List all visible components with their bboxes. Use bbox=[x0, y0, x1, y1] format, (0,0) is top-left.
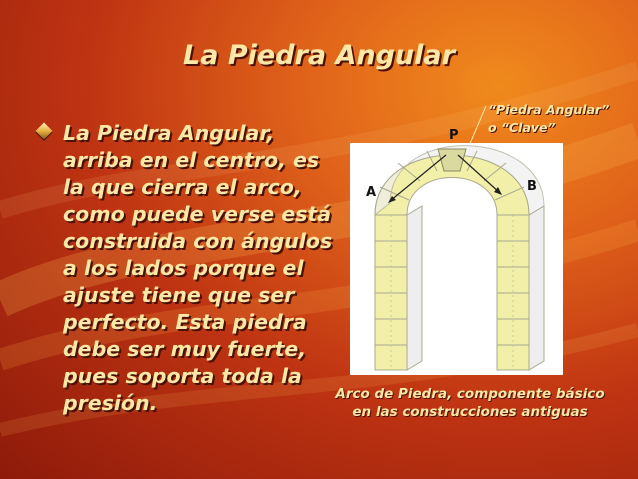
slide-title: La Piedra Angular bbox=[183, 40, 455, 71]
label-a: A bbox=[366, 185, 377, 200]
figure-caption bbox=[332, 385, 608, 421]
callout-line-2: o “Clave” bbox=[488, 120, 556, 135]
bullet-text: La Piedra Angular, arriba en el centro, es la que cierra el arco, como puede verse está construida con ángulos a los lados porque el ajuste tiene que ser perfecto. Esta piedra debe ser muy fuerte, pues soporta toda la presión. bbox=[63, 121, 333, 415]
stone-arch-diagram bbox=[350, 143, 563, 375]
label-p: P bbox=[449, 128, 459, 143]
right-pillar bbox=[497, 206, 544, 370]
callout-line-1: “Piedra Angular” bbox=[488, 102, 610, 117]
keystone-callout bbox=[488, 101, 628, 137]
caption-line-2: en las construcciones antiguas bbox=[352, 404, 588, 420]
stone-arch-figure bbox=[350, 128, 563, 375]
label-b: B bbox=[527, 179, 537, 194]
caption-line-1: Arco de Piedra, componente básico bbox=[335, 386, 605, 402]
left-pillar bbox=[375, 206, 422, 370]
diamond-bullet-icon bbox=[36, 123, 53, 140]
